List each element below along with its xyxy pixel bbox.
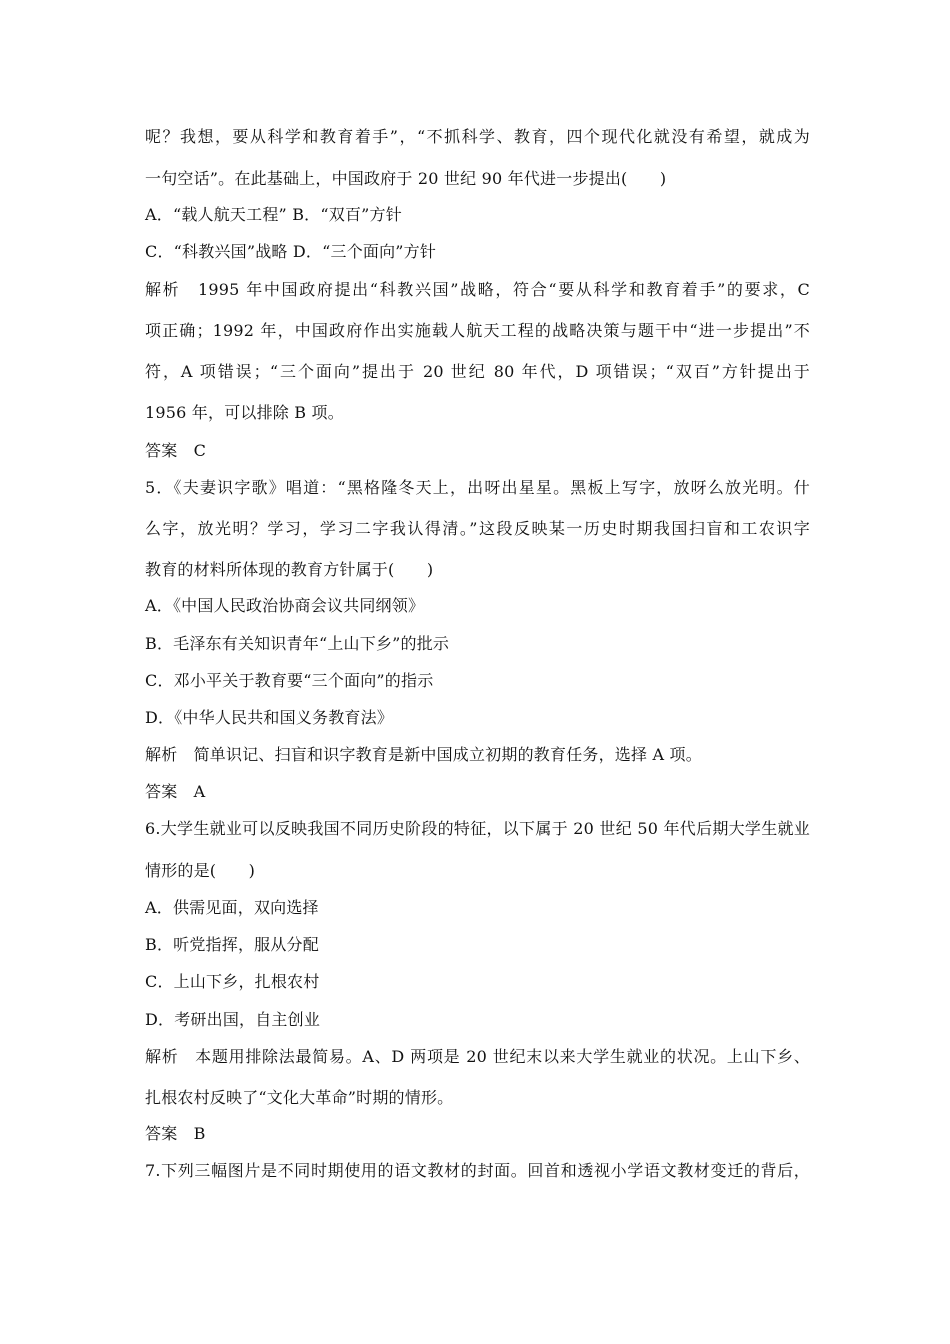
analysis-line: 符，A 项错误；“三个面向”提出于 20 世纪 80 年代，D 项错误；“双百”方针提出于 [145,362,810,381]
analysis-line: 解析 本题用排除法最简易。A、D 两项是 20 世纪末以来大学生就业的状况。上山下乡、 [145,1047,810,1066]
question-line: 7.下列三幅图片是不同时期使用的语文教材的封面。回首和透视小学语文教材变迁的背后， [145,1161,810,1180]
analysis-line: 项正确；1992 年，中国政府作出实施载人航天工程的战略决策与题干中“进一步提出”不 [145,321,810,340]
option-line: B．听党指挥，服从分配 [145,935,319,954]
question-line: 6.大学生就业可以反映我国不同历史阶段的特征，以下属于 20 世纪 50 年代后期大学生就业 [145,819,810,838]
option-line: A．“载人航天工程” B．“双百”方针 [145,205,402,224]
question-line: 教育的材料所体现的教育方针属于( ) [145,560,434,579]
analysis-line: 1956 年，可以排除 B 项。 [145,403,344,422]
option-line: C．邓小平关于教育要“三个面向”的指示 [145,671,434,690]
analysis-line: 扎根农村反映了“文化大革命”时期的情形。 [145,1088,454,1107]
question-line: 5．《夫妻识字歌》唱道：“黑格隆冬天上，出呀出星星。黑板上写字，放呀么放光明。什 [145,478,810,497]
option-line: C．“科教兴国”战略 D．“三个面向”方针 [145,242,437,261]
answer-line: 答案 B [145,1124,206,1143]
answer-line: 答案 A [145,782,206,801]
text-line: 一句空话”。在此基础上，中国政府于 20 世纪 90 年代进一步提出( ) [145,169,667,188]
analysis-line: 解析 简单识记、扫盲和识字教育是新中国成立初期的教育任务，选择 A 项。 [145,745,702,764]
answer-line: 答案 C [145,441,207,460]
option-line: B．毛泽东有关知识青年“上山下乡”的批示 [145,634,450,653]
question-line: 情形的是( ) [145,861,256,880]
analysis-line: 解析 1995 年中国政府提出“科教兴国”战略，符合“要从科学和教育着手”的要求，C [145,280,810,299]
option-line: D．考研出国，自主创业 [145,1010,321,1029]
option-line: A．《中国人民政治协商会议共同纲领》 [145,596,425,615]
text-line: 呢？我想，要从科学和教育着手”，“不抓科学、教育，四个现代化就没有希望，就成为 [145,127,810,146]
option-line: C．上山下乡，扎根农村 [145,972,320,991]
option-line: D．《中华人民共和国义务教育法》 [145,708,394,727]
question-line: 么字，放光明？学习，学习二字我认得清。”这段反映某一历史时期我国扫盲和工农识字 [145,519,810,538]
option-line: A．供需见面，双向选择 [145,898,319,917]
